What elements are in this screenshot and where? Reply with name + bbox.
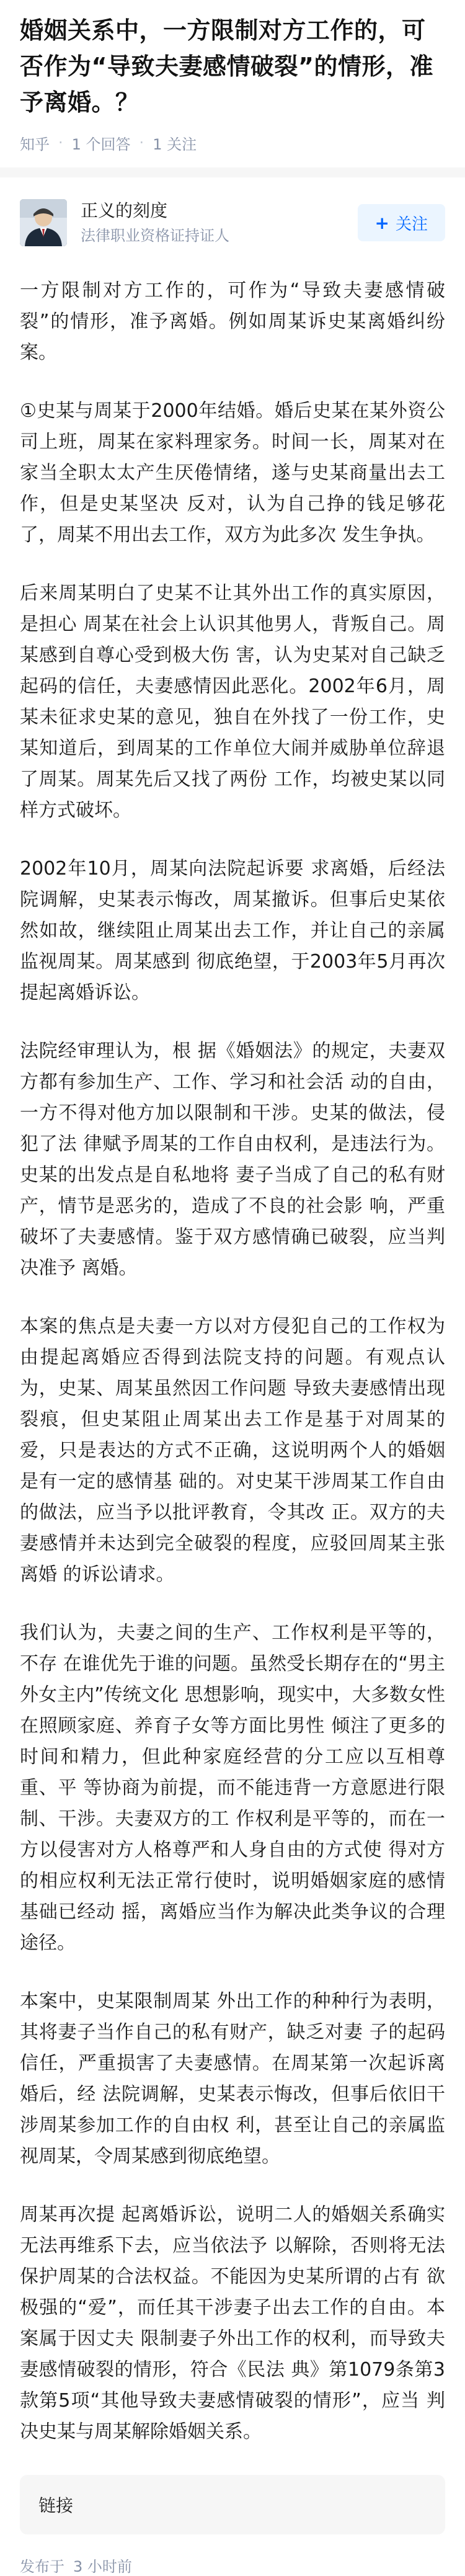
answer-paragraph: 后来周某明白了史某不让其外出工作的真实原因，是担心 周某在社会上认识其他男人，背叛自己。周某感到自尊心受到极大伤 害，认为史某对自己缺乏起码的信任，夫妻感情因此恶化。2002年6月，周某未征求史某的意见，独自在外找了一份工作，史某知道后，到周某的工作单位大闹并威胁单位辞退了周某。周某先后又找了两份 工作，均被史某以同样方式破坏。 bbox=[20, 582, 445, 821]
answer-count[interactable]: 1 个回答 bbox=[71, 135, 131, 153]
published-label: 发布于 bbox=[20, 2558, 64, 2575]
source-label[interactable]: 知乎 bbox=[20, 135, 50, 153]
avatar-judge-icon bbox=[20, 199, 67, 246]
avatar[interactable] bbox=[20, 199, 67, 246]
author-description: 法律职业资格证持证人 bbox=[81, 227, 229, 244]
answer-paragraph: 本案的焦点是夫妻一方以对方侵犯自己的工作权为由提起离婚应否得到法院支持的问题。有观点认为，史某、周某虽然因工作问题 导致夫妻感情出现裂痕，但史某阻止周某出去工作是基于对周某的 爱，只是表达的方式不正确，这说明两个人的婚姻是有一定的感情基 础的。对史某干涉周某工作自由的做法，应当予以批评教育，令其改 正。双方的夫妻感情并未达到完全破裂的程度，应驳回周某主张离婚 的诉讼请求。 bbox=[20, 1316, 445, 1585]
plus-icon: + bbox=[374, 212, 389, 233]
publish-info bbox=[0, 2534, 465, 2576]
answer-paragraph: 本案中，史某限制周某 外出工作的种种行为表明，其将妻子当作自己的私有财产，缺乏对妻 子的起码信任，严重损害了夫妻感情。在周某第一次起诉离婚后，经 法院调解，史某表示悔改，但事后依旧干涉周某参加工作的自由权 利，甚至让自己的亲属监视周某，令周某感到彻底绝望。 bbox=[20, 1990, 445, 2167]
question-header bbox=[0, 0, 465, 154]
author-card bbox=[0, 177, 465, 261]
published-time: 3 小时前 bbox=[73, 2558, 132, 2575]
answer-paragraph: 一方限制对方工作的，可作为“导致夫妻感情破裂”的情形，准予离婚。例如周某诉史某离婚纠纷案。 bbox=[20, 280, 445, 363]
answer-paragraph: 我们认为，夫妻之间的生产、工作权利是平等的，不存 在谁优先于谁的问题。虽然受长期存在的“男主外女主内”传统文化 思想影响，现实中，大多数女性在照顾家庭、养育子女等方面比男性 倾注了更多的时间和精力，但此种家庭经营的分工应以互相尊重、平 等协商为前提，而不能违背一方意愿进行限制、干涉。夫妻双方的工 作权利是平等的，而在一方以侵害对方人格尊严和人身自由的方式使 得对方的相应权利无法正常行使时，说明婚姻家庭的感情基础已经动 摇，离婚应当作为解决此类争议的合理途径。 bbox=[20, 1622, 445, 1954]
answer-paragraph: 周某再次提 起离婚诉讼，说明二人的婚姻关系确实无法再维系下去，应当依法予 以解除，否则将无法保护周某的合法权益。不能因为史某所谓的占有 欲极强的“爱”，而任其干涉妻子出去工作的自由。本案属于因丈夫 限制妻子外出工作的权利，而导致夫妻感情破裂的情形，符合《民法 典》第1079条第3款第5项“其他导致夫妻感情破裂的情形”，应当 判决史某与周某解除婚姻关系。 bbox=[20, 2204, 445, 2443]
answer-paragraph: 法院经审理认为，根 据《婚姻法》的规定，夫妻双方都有参加生产、工作、学习和社会活 动的自由，一方不得对他方加以限制和干涉。史某的做法，侵犯了法 律赋予周某的工作自由权利，是违法行为。史某的出发点是自私地将 妻子当成了自己的私有财产，情节是恶劣的，造成了不良的社会影 响，严重破坏了夫妻感情。鉴于双方感情确已破裂，应当判决准予 离婚。 bbox=[20, 1040, 445, 1279]
follow-button-label: 关注 bbox=[395, 215, 428, 234]
answer-paragraph: 2002年10月，周某向法院起诉要 求离婚，后经法院调解，史某表示悔改，周某撤诉。但事后史某依然如故，继续阻止周某出去工作，并让自己的亲属监视周某。周某感到 彻底绝望，于2003年5月再次提起离婚诉讼。 bbox=[20, 858, 445, 1004]
follow-count[interactable]: 1 关注 bbox=[153, 135, 197, 153]
meta-separator: · bbox=[139, 134, 144, 151]
link-card[interactable] bbox=[20, 2475, 445, 2534]
answer-body bbox=[0, 261, 465, 2448]
meta-separator: · bbox=[58, 134, 63, 151]
follow-button[interactable] bbox=[358, 204, 445, 241]
question-meta bbox=[20, 131, 445, 154]
section-divider bbox=[0, 167, 465, 177]
question-title[interactable]: 婚姻关系中，一方限制对方工作的，可否作为“导致夫妻感情破裂”的情形，准予离婚。？ bbox=[20, 17, 433, 116]
link-label: 链接 bbox=[38, 2495, 74, 2516]
author-name[interactable]: 正义的刻度 bbox=[81, 200, 168, 221]
answer-paragraph: ①史某与周某于2000年结婚。婚后史某在某外资公司上班，周某在家料理家务。时间一长，周某对在家当全职太太产生厌倦情绪，遂与史某商量出去工作，但是史某坚决 反对，认为自己挣的钱足够花了，周某不用出去工作，双方为此多次 发生争执。 bbox=[20, 400, 445, 546]
author-info bbox=[81, 198, 358, 247]
